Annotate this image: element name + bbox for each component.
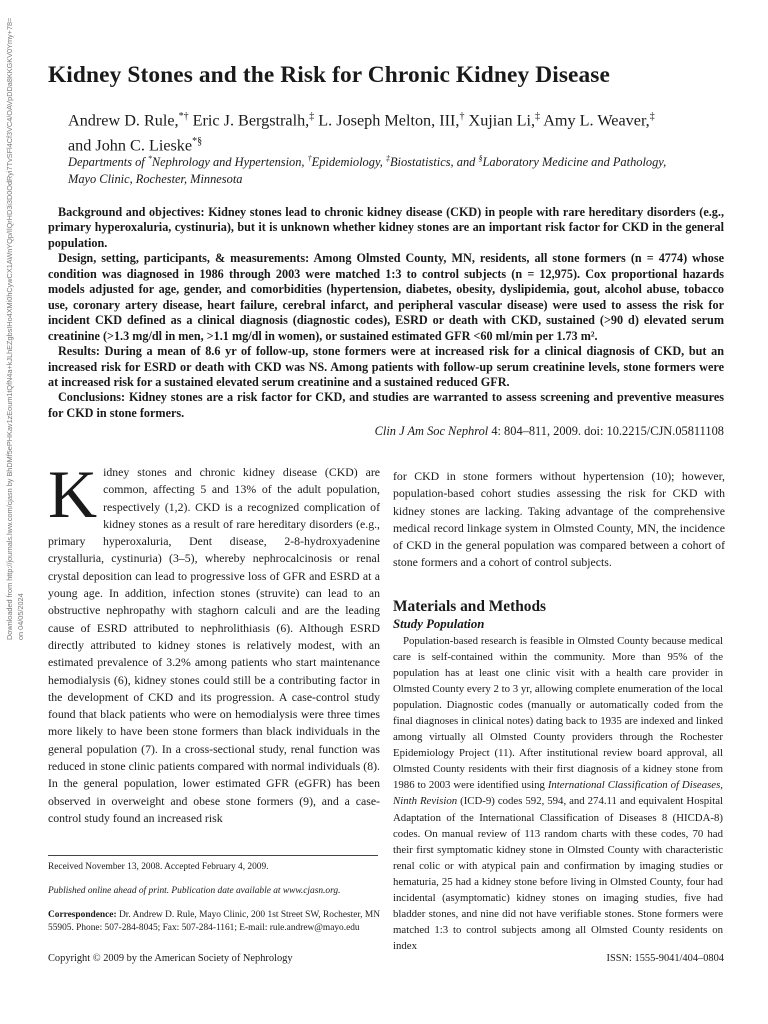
author-name: and John C. Lieske [68, 136, 193, 155]
author-name: Andrew D. Rule, [68, 111, 179, 130]
intro-column-right [393, 468, 725, 572]
download-watermark-text [4, 17, 42, 640]
footnotes [48, 861, 380, 946]
subsection-heading: Study Population [393, 617, 485, 631]
citation-details: 4: 804–811, 2009. doi: 10.2215/CJN.05811108 [488, 424, 724, 438]
intro-column-left [48, 456, 380, 827]
correspondence-text: Dr. Andrew D. Rule, Mayo Clinic, 200 1st Street SW, Rochester, MN 55905. Phone: 507-284-8045; Fax: 507-284-1161; E-mail: rule.andrew@mayo.edu [48, 910, 380, 933]
download-watermark [4, 17, 42, 640]
abstract-design: Design, setting, participants, & measurements: Among Olmsted County, MN, residents, all stone formers (n = 4774) whose condition was diagnosed in 1986 through 2003 were matched 1:3 to control subjects (n = 12,975). Cox proportional hazards models adjusted for age, gender, and comorbidities (hypertension, diabetes, obesity, dyslipidemia, gout, alcohol abuse, tobacco use, coronary artery disease, heart failure, cerebral infarct, and peripheral vascular disease) were used to assess the risk for incident CKD defined as a clinical diagnosis (diagnostic codes), ESRD or death with CKD, sustained (>90 d) elevated serum creatinine (>1.3 mg/dl in men, >1.1 mg/dl in women), or sustained estimated GFR <60 ml/min per 1.73 m². [48, 251, 724, 343]
abstract-conclusions: Conclusions: Kidney stones are a risk factor for CKD, and studies are warranted to assess screening and preventive measures for CKD in stone formers. [48, 390, 724, 420]
methods-paragraph: (ICD-9) codes 592, 594, and 274.11 and equivalent Hospital Adaptation of the International Classification of Diseases 8 (HICDA-8) codes. On manual review of 113 random charts with these codes, 70 had their first symptomatic kidney stone in Olmsted County with characteristic renal colic or with atypical pain and confirmation by imaging studies or hematuria, 25 had a kidney stone before living in Olmsted County, four had incidental (asymptomatic) kidney stones on imaging studies, five had bladder stones, and nine did not have verifiable stones. Stone formers were matched 1:3 to control subjects among all Olmsted County residents on index [393, 795, 723, 952]
author-affiliation-mark: *§ [192, 136, 203, 148]
author-affiliation-mark: *† [178, 111, 189, 122]
correspondence-label: Correspondence: [48, 910, 117, 920]
drop-cap: K [48, 456, 98, 532]
affiliation-text: Nephrology and Hypertension, [151, 155, 308, 170]
affiliation-mark: † [307, 154, 312, 163]
affiliation-text: Laboratory Medicine and Pathology, [482, 155, 667, 170]
download-watermark-line: on 04/05/2024 [16, 593, 25, 640]
author-affiliation-mark: ‡ [535, 111, 541, 122]
copyright-footer: Copyright © 2009 by the American Society of Nephrology [48, 953, 293, 964]
intro-text: idney stones and chronic kidney disease (CKD) are common, affecting 5 and 13% of the adult population, respectively (1,2). CKD is a recognized complication of kidney stones as a result of rare hereditary disorders (e.g., primary hyperoxaluria, Dent disease, 2-8-hydroxyadenine crystalluria, cystinuria) (3–5), whereby nephrocalcinosis or renal crystal deposition can lead to progressive loss of GFR and ESRD at a young age. In addition, infection stones (struvite) can lead to an obstructive nephropathy with staghorn calculi and are the leading cause of ESRD attributed to nephrolithiasis (6). Although ESRD directly attributed to kidney stones is relatively modest, with an estimated prevalence of 3.2% among patients who start maintenance hemodialysis (6), kidney stones could still be a contributing factor in the development of CKD and its progression. A case-control study found that black patients who were on hemodialysis were three times more likely to have been stone formers than black individuals in the general population (7). In a cross-sectional study, renal function was reduced in stone clinic patients compared with normal individuals (8). In the general population, lower estimated GFR (eGFR) has been observed in overweight and obese stone formers (9), and a case-control study found an increased risk [48, 465, 380, 825]
affiliation-location: Mayo Clinic, Rochester, Minnesota [68, 172, 243, 187]
download-watermark-line: Downloaded from http://journals.lww.com/cjasn by BhDMf5ePHKav1zEoum1tQfN4a+kJLhEZgbsIHo4XMi0hCywCX1AWnYQp/IlQrHD3i3D0OdRyi7TvSFl4Cf3VC4/OAVpDDa8KKGKV0Ymy+78= [5, 17, 14, 640]
affiliation-mark: § [478, 154, 483, 163]
methods-text [393, 633, 723, 954]
abstract-results: Results: During a mean of 8.6 yr of follow-up, stone formers were at increased risk for a clinical diagnosis of CKD, but an increased risk for ESRD or death with CKD was NS. Among patients with follow-up serum creatinine levels, stone formers were at increased risk for a sustained elevated serum creatinine and a sustained reduced GFR. [48, 344, 724, 389]
author-affiliation-mark: ‡ [309, 111, 315, 122]
author-affiliation-mark: † [459, 111, 465, 122]
intro-text-continued: for CKD in stone formers without hypertension (10); however, population-based cohort studies assessing the risk for CKD with kidney stones are lacking. Taking advantage of the comprehensive medical record linkage system in Olmsted County, MN, the incidence of CKD in the general population was compared between a cohort of stone formers and a cohort of control subjects. [393, 469, 725, 570]
correspondence-note [48, 909, 380, 935]
affiliations [68, 150, 748, 188]
methods-icd-title: International Classification of Diseases, Ninth Revision [393, 779, 723, 808]
affiliation-text: Departments of [68, 155, 148, 170]
received-note: Received November 13, 2008. Accepted February 4, 2009. [48, 862, 269, 872]
issn-footer: ISSN: 1555-9041/404–0804 [606, 953, 724, 964]
author-name: Amy L. Weaver, [543, 111, 650, 130]
affiliation-text: Epidemiology, [311, 155, 386, 170]
author-affiliation-mark: ‡ [649, 111, 655, 122]
affiliation-text: Biostatistics, and [389, 155, 479, 170]
citation-line [48, 424, 724, 439]
author-name: Eric J. Bergstralh, [192, 111, 310, 130]
author-name: L. Joseph Melton, III, [318, 111, 460, 130]
author-name: Xujian Li, [468, 111, 536, 130]
affiliation-mark: * [147, 154, 152, 163]
abstract [48, 205, 724, 421]
published-note: Published online ahead of print. Publication date available at www.cjasn.org. [48, 886, 341, 896]
article-title: Kidney Stones and the Risk for Chronic Kidney Disease [48, 62, 610, 88]
journal-name: Clin J Am Soc Nephrol [374, 424, 489, 438]
abstract-background: Background and objectives: Kidney stones lead to chronic kidney disease (CKD) in people with rare hereditary disorders (e.g., primary hyperoxaluria, cystinuria), but it is unknown whether kidney stones are an important risk factor for CKD in the general population. [48, 205, 724, 250]
methods-paragraph: Population-based research is feasible in Olmsted County because medical care is self-contained within the community. More than 95% of the population has at least one clinic visit with a health care provider in Olmsted County every 2 to 3 yr, allowing complete enumeration of the local population. Diagnostic codes (manually or automatically coded from the final diagnoses in clinical notes) dating back to 1935 are indexed and linked among virtually all Olmsted County providers through the Rochester Epidemiology Project (11). After institutional review board approval, all Olmsted County residents with their first diagnosis of a kidney stone from 1986 to 2003 were identified using [393, 635, 723, 792]
footnote-divider [48, 855, 378, 856]
affiliation-mark: ‡ [385, 154, 390, 163]
section-heading: Materials and Methods [393, 598, 547, 615]
